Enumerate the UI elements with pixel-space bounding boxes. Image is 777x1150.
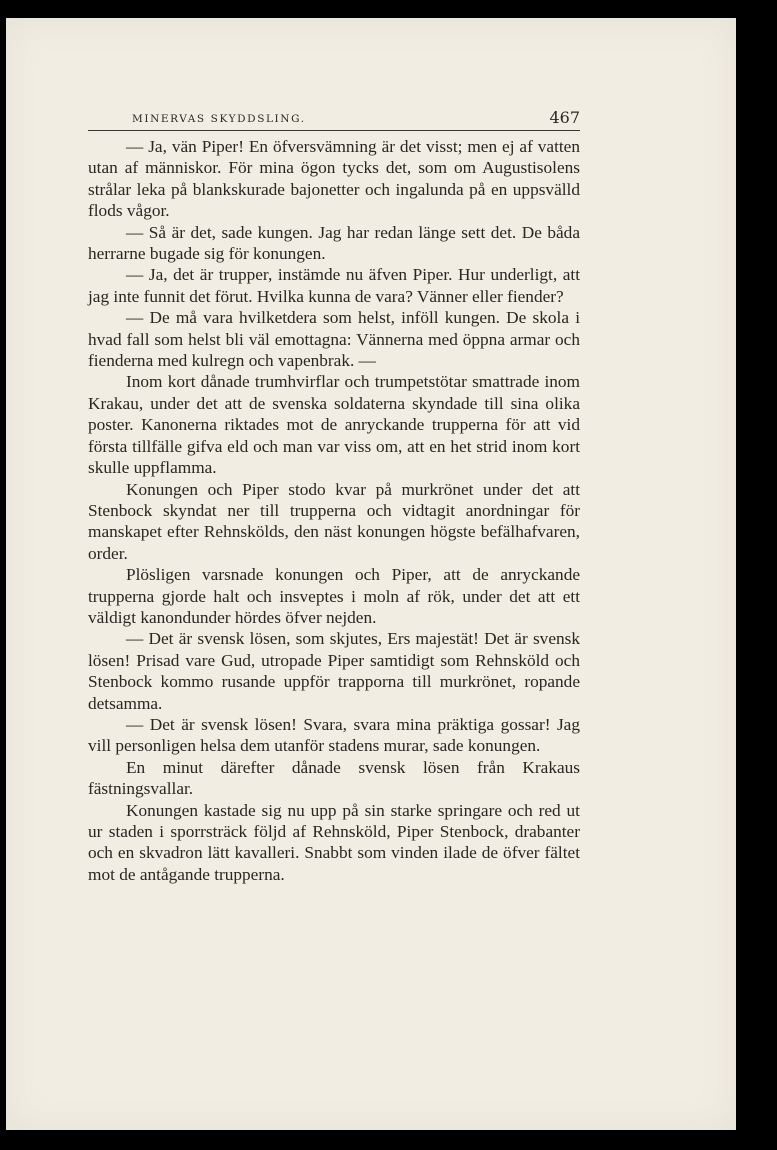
page-body	[88, 136, 580, 885]
page-number: 467	[549, 108, 580, 127]
running-title: MINERVAS SKYDDSLING.	[132, 113, 306, 125]
page-header	[88, 104, 580, 131]
paragraph: — Ja, det är trupper, instämde nu äfven Piper. Hur underligt, att jag inte funnit det förut. Hvilka kunna de vara? Vänner eller fiender?	[88, 265, 580, 306]
paragraph: Inom kort dånade trumhvirflar och trumpetstötar smattrade inom Krakau, under det att de svenska soldaterna skyndade till sina olika poster. Kanonerna riktades mot de anryckande trupperna för att vid första tillfälle gifva eld och man var viss om, att en het strid inom kort skulle uppflamma.	[88, 372, 580, 478]
paragraph: Konungen kastade sig nu upp på sin starke springare och red ut ur staden i sporrsträck följd af Rehnsköld, Piper Stenbock, drabanter och en skvadron lätt kavalleri. Snabbt som vinden ilade de öfver fältet mot de antågande trupperna.	[88, 800, 580, 884]
paragraph: — Så är det, sade kungen. Jag har redan länge sett det. De båda herrarne bugade sig för konungen.	[88, 222, 580, 264]
paragraph: En minut därefter dånade svensk lösen från Krakaus fästningsvallar.	[88, 757, 580, 799]
paragraph: Konungen och Piper stodo kvar på murkrönet under det att Stenbock skyndat ner till trupperna och vidtagit anordningar för manskapet efter Rehnskölds, den näst konungen högste befälhafvaren, order.	[88, 479, 580, 563]
paragraph: Plösligen varsnade konungen och Piper, att de anryckande trupperna gjorde halt och insveptes i moln af rök, under det att ett väldigt kanondunder hördes öfver nejden.	[88, 565, 580, 627]
paragraph: — Ja, vän Piper! En öfversvämning är det visst; men ej af vatten utan af människor. För mina ögon tycks det, som om Augustisolens strålar leka på blankskurade bajonetter och ingalunda på en uppsvälld flods vågor.	[88, 137, 580, 221]
paragraph: — De må vara hvilketdera som helst, inföll kungen. De skola i hvad fall som helst bli väl emottagna: Vännerna med öppna armar och fienderna med kulregn och vapenbrak. —	[88, 308, 580, 371]
paragraph: — Det är svensk lösen, som skjutes, Ers majestät! Det är svensk lösen! Prisad vare Gud, utropade Piper samtidigt som Rehnsköld och Stenbock kommo rusande uppför trapporna till murkrönet, ropande detsamma.	[88, 629, 580, 713]
paragraph: — Det är svensk lösen! Svara, svara mina präktiga gossar! Jag vill personligen helsa dem utanför stadens murar, sade konungen.	[88, 714, 580, 756]
